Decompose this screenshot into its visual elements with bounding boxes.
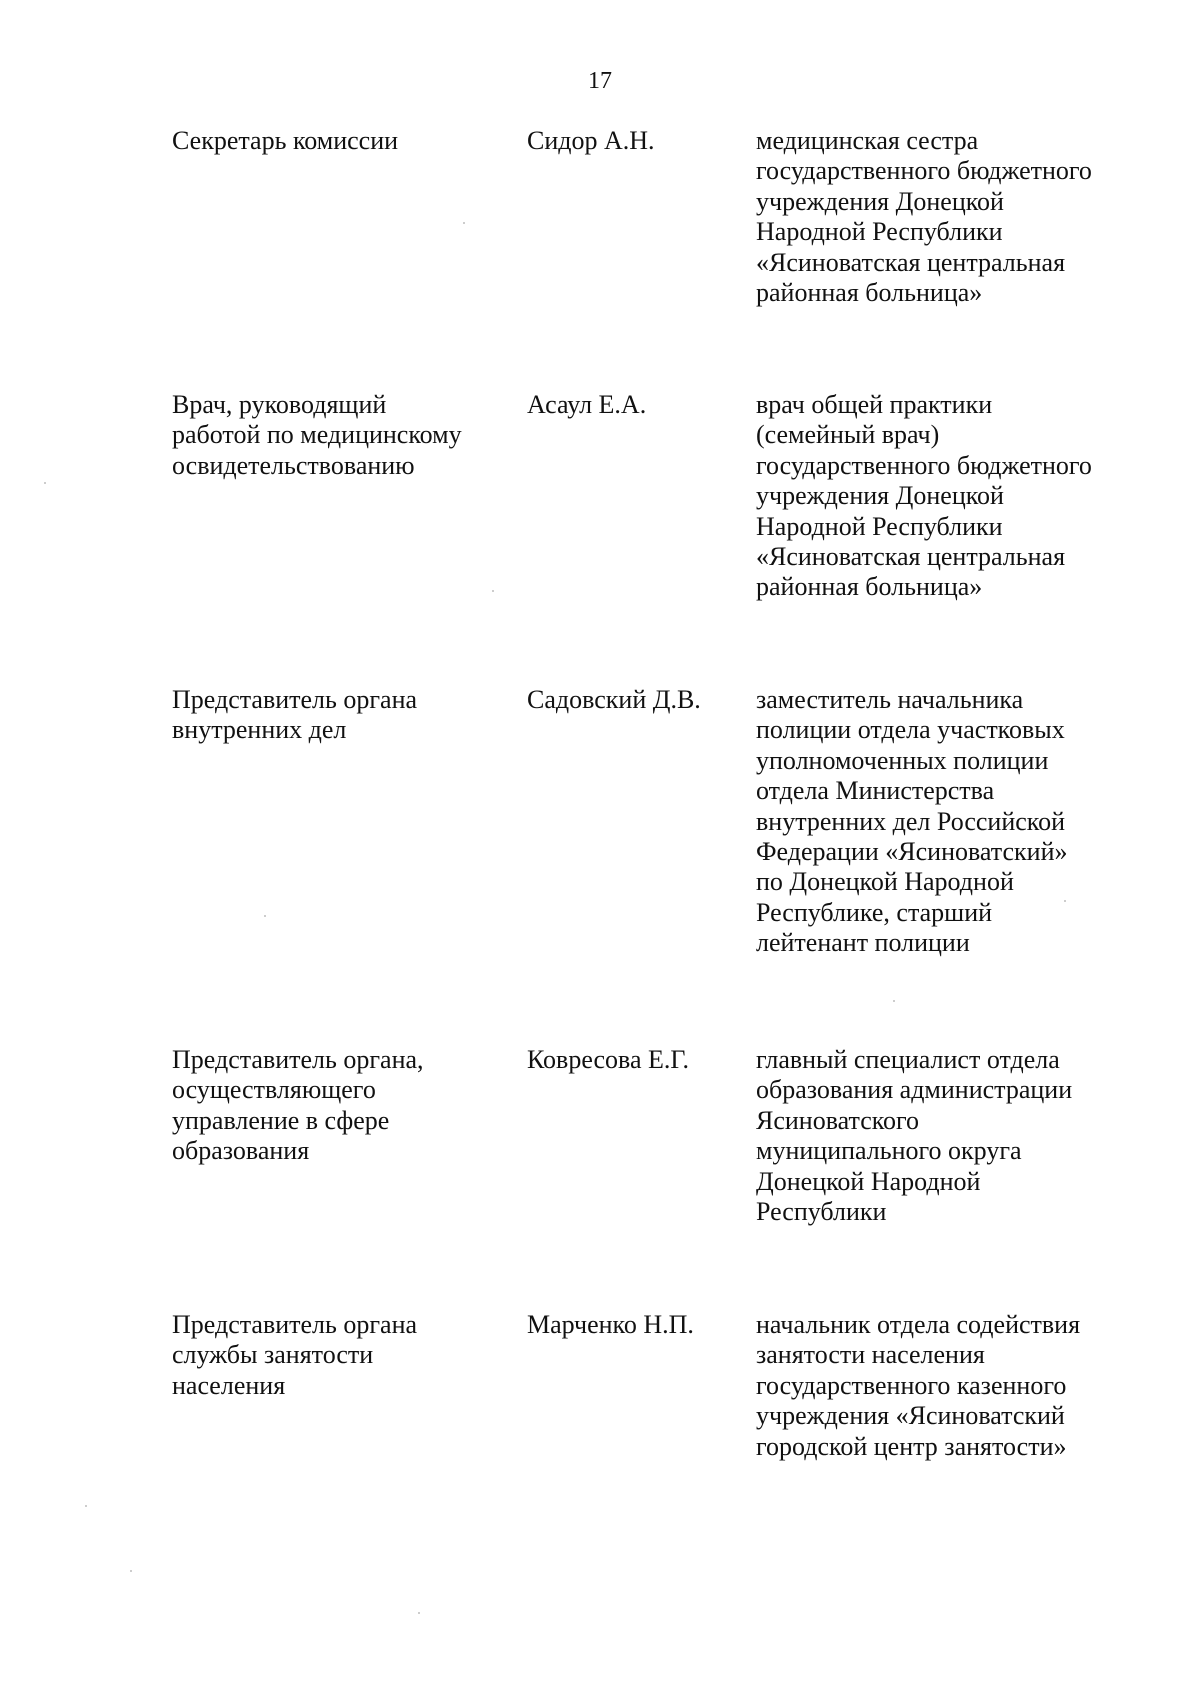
role-line: управление в сфере bbox=[172, 1105, 390, 1135]
role-line: освидетельствованию bbox=[172, 450, 415, 480]
member-name: Садовский Д.В. bbox=[527, 685, 701, 714]
role-line: образования bbox=[172, 1136, 310, 1166]
position-line: медицинская сестра bbox=[756, 126, 979, 155]
position-line: Народной Республики bbox=[756, 217, 1003, 247]
role-line: внутренних дел bbox=[172, 715, 347, 745]
position-line: образования администрации bbox=[756, 1075, 1073, 1105]
position-line: муниципального округа bbox=[756, 1136, 1022, 1166]
position-line: «Ясиноватская центральная bbox=[756, 542, 1066, 572]
position-line: главный специалист отдела bbox=[756, 1045, 1060, 1074]
member-position bbox=[756, 126, 1156, 308]
position-line: учреждения Донецкой bbox=[756, 481, 1004, 511]
position-line: районная больница» bbox=[756, 572, 983, 602]
position-line: Ясиноватского bbox=[756, 1105, 920, 1135]
position-line: заместитель начальника bbox=[756, 685, 1024, 714]
position-line: уполномоченных полиции bbox=[756, 745, 1049, 775]
position-line: внутренних дел Российской bbox=[756, 806, 1066, 836]
member-name: Асаул Е.А. bbox=[527, 390, 647, 419]
role-line: Представитель органа bbox=[172, 685, 418, 714]
position-line: Федерации «Ясиноватский» bbox=[756, 837, 1068, 867]
position-line: Донецкой Народной bbox=[756, 1166, 981, 1196]
member-position bbox=[756, 1310, 1156, 1462]
role-line: населения bbox=[172, 1370, 286, 1400]
member-role bbox=[172, 1310, 502, 1401]
member-position bbox=[756, 685, 1156, 959]
position-line: Народной Республики bbox=[756, 511, 1003, 541]
position-line: лейтенант полиции bbox=[756, 928, 970, 958]
position-line: Республики bbox=[756, 1197, 887, 1227]
scan-speck bbox=[1064, 900, 1066, 902]
role-line: службы занятости bbox=[172, 1340, 374, 1370]
member-role bbox=[172, 1045, 502, 1167]
scan-speck bbox=[893, 1000, 895, 1002]
position-line: (семейный врач) bbox=[756, 420, 940, 450]
position-line: «Ясиноватская центральная bbox=[756, 247, 1066, 277]
scan-speck bbox=[85, 1505, 87, 1507]
role-line: осуществляющего bbox=[172, 1075, 376, 1105]
position-line: отдела Министерства bbox=[756, 776, 995, 806]
scan-speck bbox=[264, 915, 266, 917]
member-role bbox=[172, 685, 502, 746]
position-line: учреждения «Ясиноватский bbox=[756, 1401, 1065, 1431]
position-line: по Донецкой Народной bbox=[756, 867, 1014, 897]
position-line: городской центр занятости» bbox=[756, 1431, 1067, 1461]
role-line: Представитель органа, bbox=[172, 1045, 424, 1074]
scan-speck bbox=[44, 482, 46, 484]
member-name: Марченко Н.П. bbox=[527, 1310, 694, 1339]
member-role bbox=[172, 390, 502, 481]
position-line: начальник отдела содействия bbox=[756, 1310, 1081, 1339]
page-number: 17 bbox=[588, 68, 612, 94]
position-line: государственного бюджетного bbox=[756, 156, 1092, 186]
member-name: Сидор А.Н. bbox=[527, 126, 655, 155]
member-position bbox=[756, 390, 1156, 603]
member-role bbox=[172, 126, 502, 156]
member-position bbox=[756, 1045, 1156, 1227]
position-line: государственного казенного bbox=[756, 1370, 1067, 1400]
role-line: Секретарь комиссии bbox=[172, 126, 399, 155]
position-line: государственного бюджетного bbox=[756, 450, 1092, 480]
scan-speck bbox=[418, 1612, 420, 1614]
scan-speck bbox=[463, 222, 465, 224]
scan-speck bbox=[130, 1570, 132, 1572]
member-name: Ковресова Е.Г. bbox=[527, 1045, 690, 1074]
scan-speck bbox=[492, 590, 494, 592]
position-line: полиции отдела участковых bbox=[756, 715, 1065, 745]
position-line: занятости населения bbox=[756, 1340, 985, 1370]
position-line: врач общей практики bbox=[756, 390, 993, 419]
role-line: Представитель органа bbox=[172, 1310, 418, 1339]
role-line: работой по медицинскому bbox=[172, 420, 462, 450]
position-line: районная больница» bbox=[756, 278, 983, 308]
role-line: Врач, руководящий bbox=[172, 390, 387, 419]
position-line: учреждения Донецкой bbox=[756, 186, 1004, 216]
position-line: Республике, старший bbox=[756, 897, 993, 927]
